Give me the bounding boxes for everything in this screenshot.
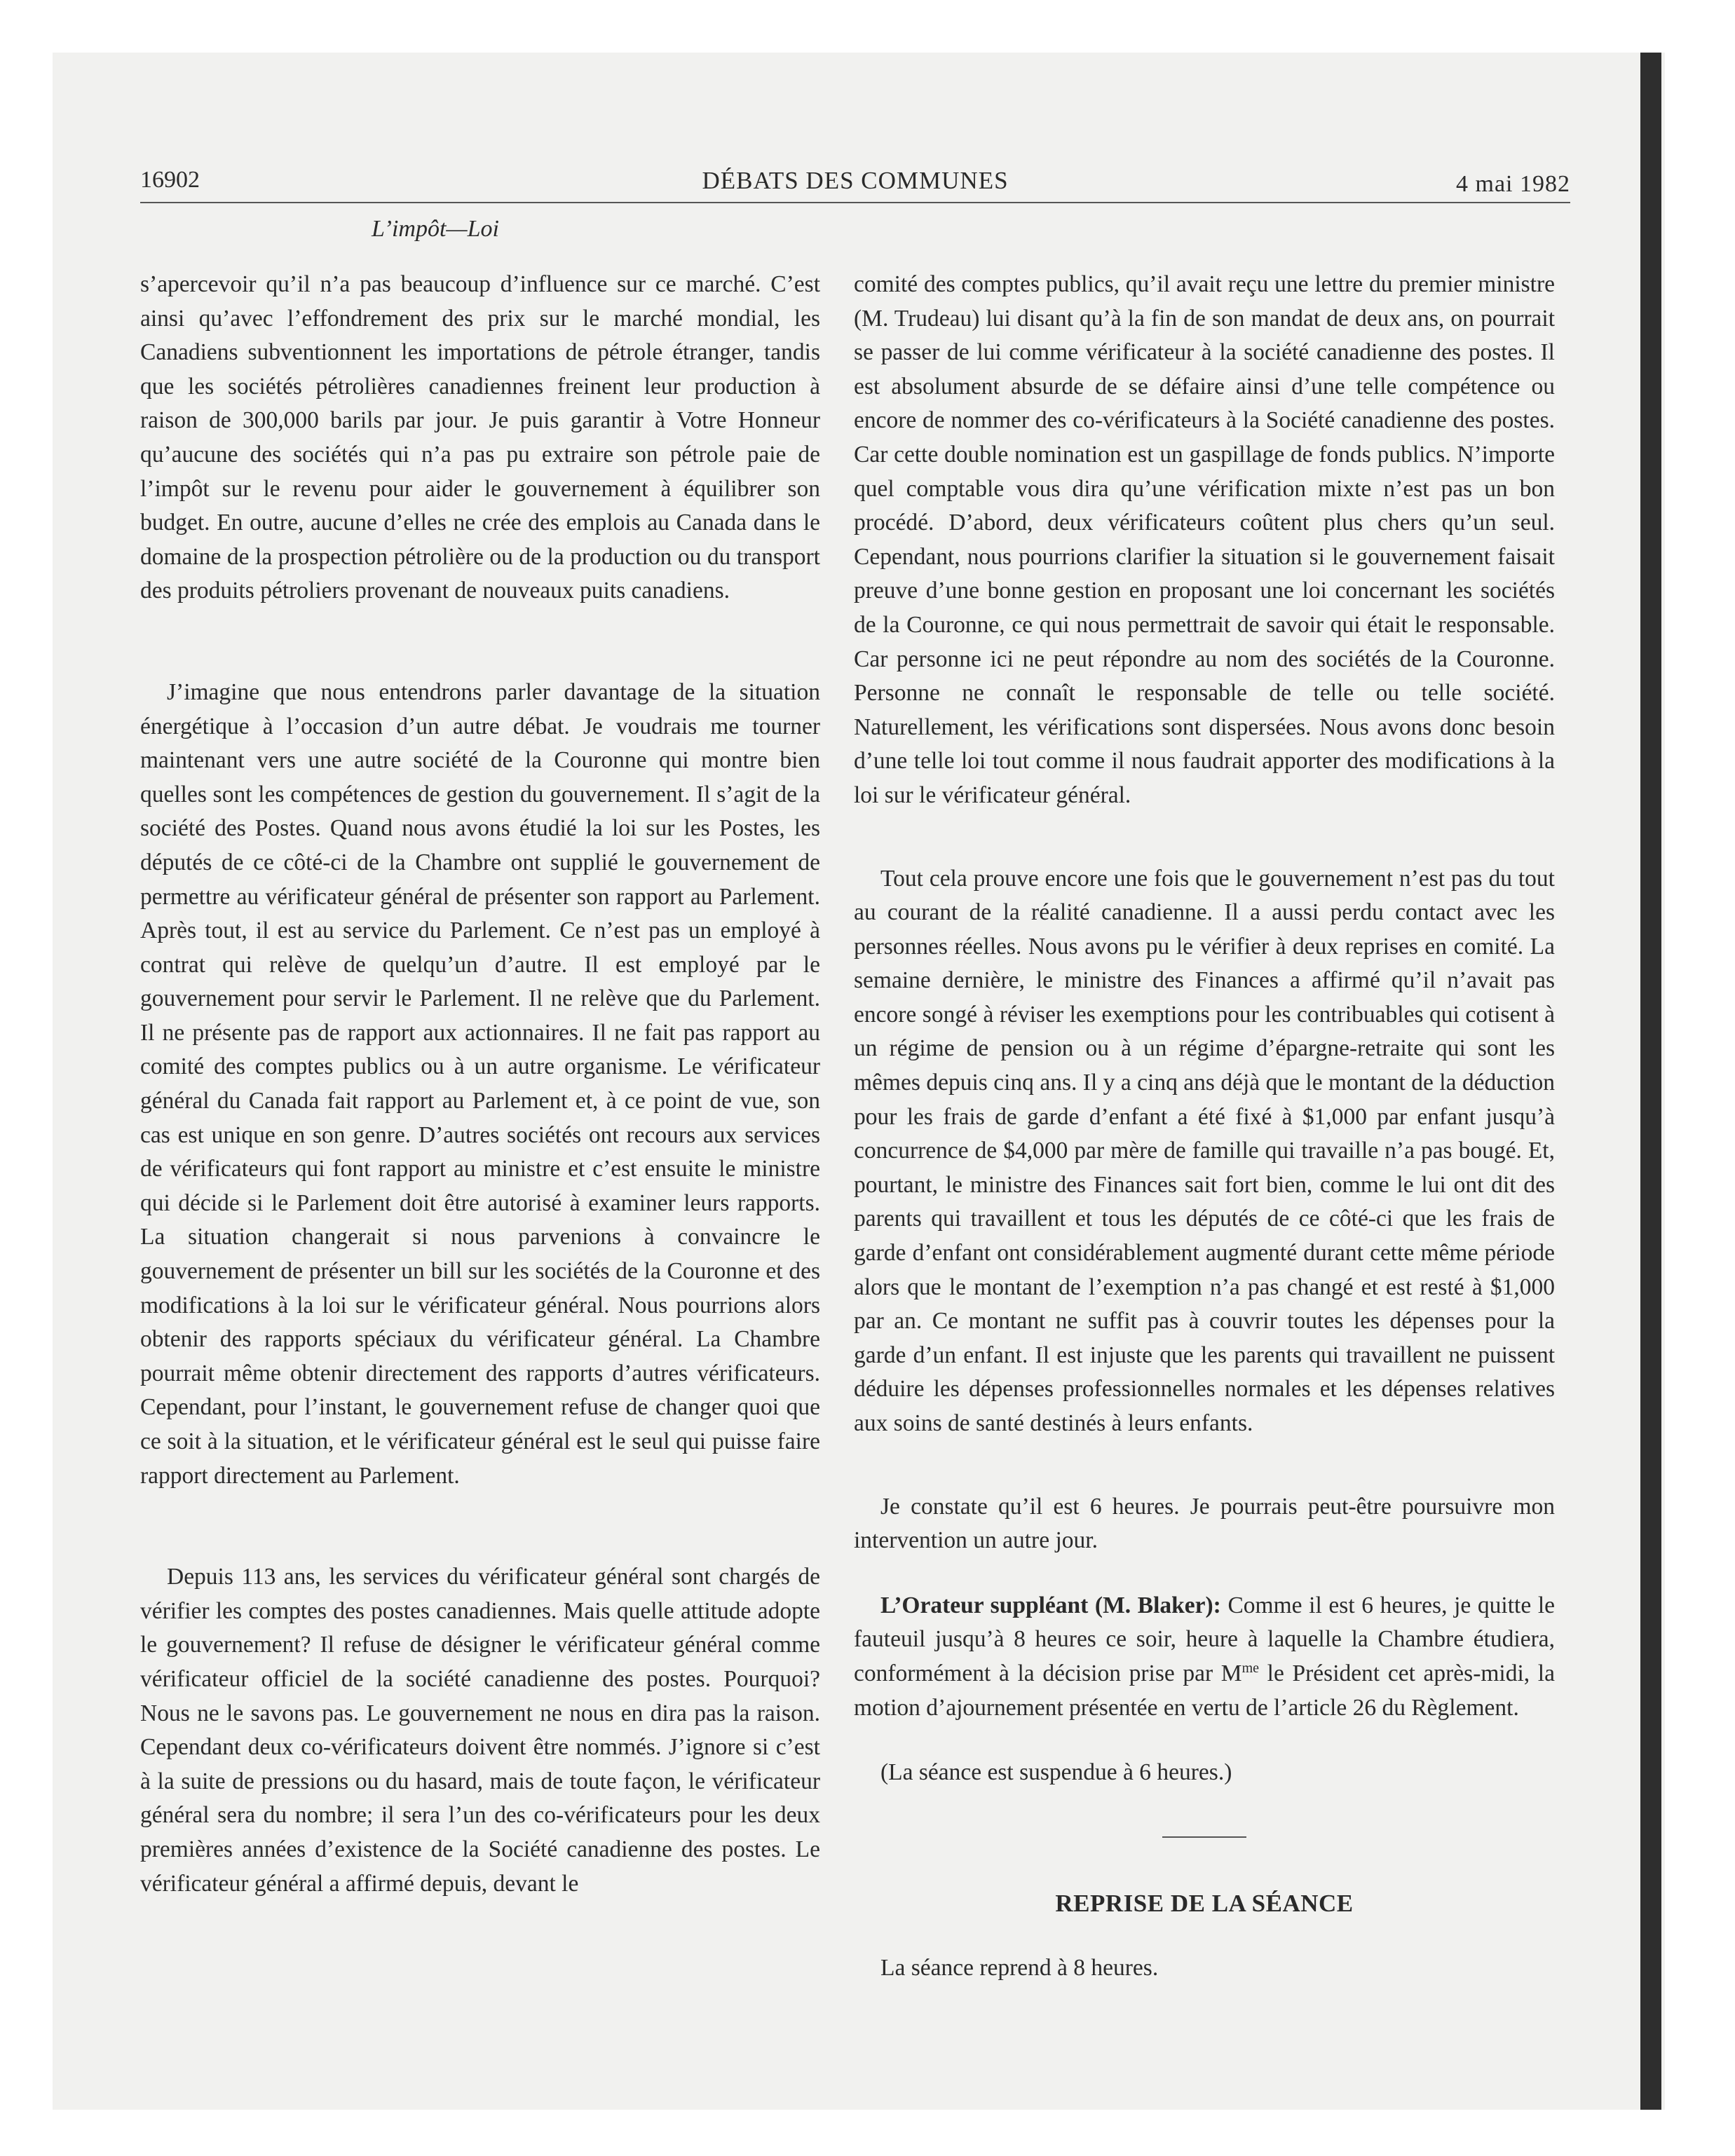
paragraph: Tout cela prouve encore une fois que le gouvernement n’est pas du tout au courant de la réalité canadienne. Il a aussi perdu contact avec les personnes réelles. Nous avons pu le vérifier à deux reprises en comité. La semaine dernière, le ministre des Finances a affirmé qu’il n’avait pas encore songé à réviser les exemptions pour les contribuables qui cotisent à un régime de pension ou à un régime d’épargne-retraite qui sont les mêmes depuis cinq ans. Il y a cinq ans déjà que le montant de la déduction pour les frais de garde d’enfant a été fixé à $1,000 par enfant jusqu’à concurrence de $4,000 par mère de famille qui travaille n’a pas bougé. Et, pourtant, le ministre des Finances sait fort bien, comme le lui ont dit des parents qui travaillent et tous les députés de ce côté-ci que les frais de garde d’enfant ont considérablement augmenté durant cette même période alors que le montant de l’exemption n’a pas changé et est resté à $1,000 par an. Ce montant ne suffit pas à couvrir toutes les dépenses pour la garde d’un enfant. Il est injuste que les parents qui travaillent ne puissent déduire les dépenses professionnelles normales et les dépenses relatives aux soins de santé destinés à leurs enfants. xyxy=(854,865,1555,1436)
page-header xyxy=(140,167,1570,203)
publication-title: DÉBATS DES COMMUNES xyxy=(702,167,1009,194)
paragraph: comité des comptes publics, qu’il avait reçu une lettre du premier ministre (M. Trudeau) lui disant qu’à la fin de son mandat de deux ans, on pourrait se passer de lui comme vérificateur à la société canadienne des postes. Il est absolument absurde de se défaire ainsi d’une telle compétence ou encore de nommer des co-vérificateurs à la Société canadienne des postes. Car cette double nomination est un gaspillage de fonds publics. N’importe quel comptable vous dira qu’une vérification mixte n’est pas un bon procédé. D’abord, deux vérificateurs coûtent plus chers qu’un seul. Cependant, nous pourrions clarifier la situation si le gouvernement faisait preuve d’une bonne gestion en proposant une loi concernant les sociétés de la Couronne, ce qui nous permettrait de savoir qui était le responsable. Car personne ici ne peut répondre au nom des sociétés de la Couronne. Personne ne connaît le responsable de telle ou telle société. Naturellement, les vérifications sont dispersées. Nous avons donc besoin d’une telle loi tout comme il nous faudrait apporter des modifications à la loi sur le vérificateur général. xyxy=(854,271,1555,808)
paragraph: Depuis 113 ans, les services du vérificateur général sont chargés de vérifier les comptes des postes canadiennes. Mais quelle attitude adopte le gouvernement? Il refuse de désigner le vérificateur général comme vérificateur officiel de la société canadienne des postes. Pourquoi? Nous ne le savons pas. Le gouvernement ne nous en dira pas la raison. Cependant deux co-vérificateurs doivent être nommés. J’ignore si c’est à la suite de pressions ou du hasard, mais de toute façon, le vérificateur général sera du nombre; il sera l’un des co-vérificateurs pour les deux premières années d’existence de la Société canadienne des postes. Le vérificateur général a affirmé depuis, devant le xyxy=(140,1564,820,1897)
scan-edge-bar xyxy=(1640,53,1661,2110)
paragraph: J’imagine que nous entendrons parler davantage de la situation énergétique à l’occasion d’un autre débat. Je voudrais me tourner maintenant vers une autre société de la Couronne qui montre bien quelles sont les compétences de gestion du gouvernement. Il s’agit de la société des Postes. Quand nous avons étudié la loi sur les Postes, les députés de ce côté-ci de la Chambre ont supplié le gouvernement de permettre au vérificateur général de présenter son rapport au Parlement. Après tout, il est au service du Parlement. Ce n’est pas un employé à contrat qui relève de quelqu’un d’autre. Il est employé par le gouvernement pour servir le Parlement. Il ne relève que du Parlement. Il ne présente pas de rapport aux actionnaires. Il ne fait pas rapport au comité des comptes publics ou à un autre organisme. Le vérificateur général du Canada fait rapport au Parlement et, à ce point de vue, son cas est unique en son genre. D’autres sociétés ont recours aux services de vérificateurs qui font rapport au ministre et c’est ensuite le ministre qui décide si le Parlement doit être autorisé à examiner leurs rapports. La situation changerait si nous parvenions à convaincre le gouvernement de présenter un bill sur les sociétés de la Couronne et des modifications à la loi sur le vérificateur général. Nous pourrions alors obtenir des rapports spéciaux du vérificateur général. La Chambre pourrait même obtenir directement des rapports d’autres vérificateurs. Cependant, pour l’instant, le gouvernement refuse de changer quoi que ce soit à la situation, et le vérificateur général est le seul qui puisse faire rapport directement au Parlement. xyxy=(140,678,820,1489)
procedural-note: (La séance est suspendue à 6 heures.) xyxy=(880,1759,1232,1786)
paragraph: s’apercevoir qu’il n’a pas beaucoup d’influence sur ce marché. C’est ainsi qu’avec l’effondrement des prix sur le marché mondial, les Canadiens subventionnent les importations de pétrole étranger, tandis que les sociétés pétrolières canadiennes freinent leur production à raison de 300,000 barils par jour. Je puis garantir à Votre Honneur qu’aucune des sociétés qui n’a pas pu extraire son pétrole paie de l’impôt sur le revenu pour aider le gouvernement à équilibrer son budget. En outre, aucune d’elles ne crée des emplois au Canada dans le domaine de la prospection pétrolière ou de la production ou du transport des produits pétroliers provenant de nouveaux puits canadiens. xyxy=(140,271,820,604)
left-column xyxy=(140,268,820,1901)
running-subheading: L’impôt—Loi xyxy=(372,216,500,242)
speaker-text: Comme il est 6 heures, je quitte le fauteuil jusqu’à 8 heures ce soir, heure à laquelle la Chambre étudiera, conformément à la décision prise par M xyxy=(854,1592,1555,1686)
right-column xyxy=(854,268,1555,1986)
superscript: me xyxy=(1241,1660,1260,1676)
speaker-paragraph xyxy=(854,1589,1555,1725)
paragraph: La séance reprend à 8 heures. xyxy=(880,1955,1159,1981)
publication-date: 4 mai 1982 xyxy=(1456,171,1570,197)
paragraph: Je constate qu’il est 6 heures. Je pourrais peut-être poursuivre mon intervention un autre jour. xyxy=(854,1493,1555,1554)
speaker-text: le Président cet après-midi, la motion d’ajournement présentée en vertu de l’article 26 du Règlement. xyxy=(854,1660,1555,1721)
speaker-name: L’Orateur suppléant (M. Blaker): xyxy=(880,1592,1221,1618)
page-number: 16902 xyxy=(140,167,200,193)
section-title: REPRISE DE LA SÉANCE xyxy=(1055,1889,1354,1917)
